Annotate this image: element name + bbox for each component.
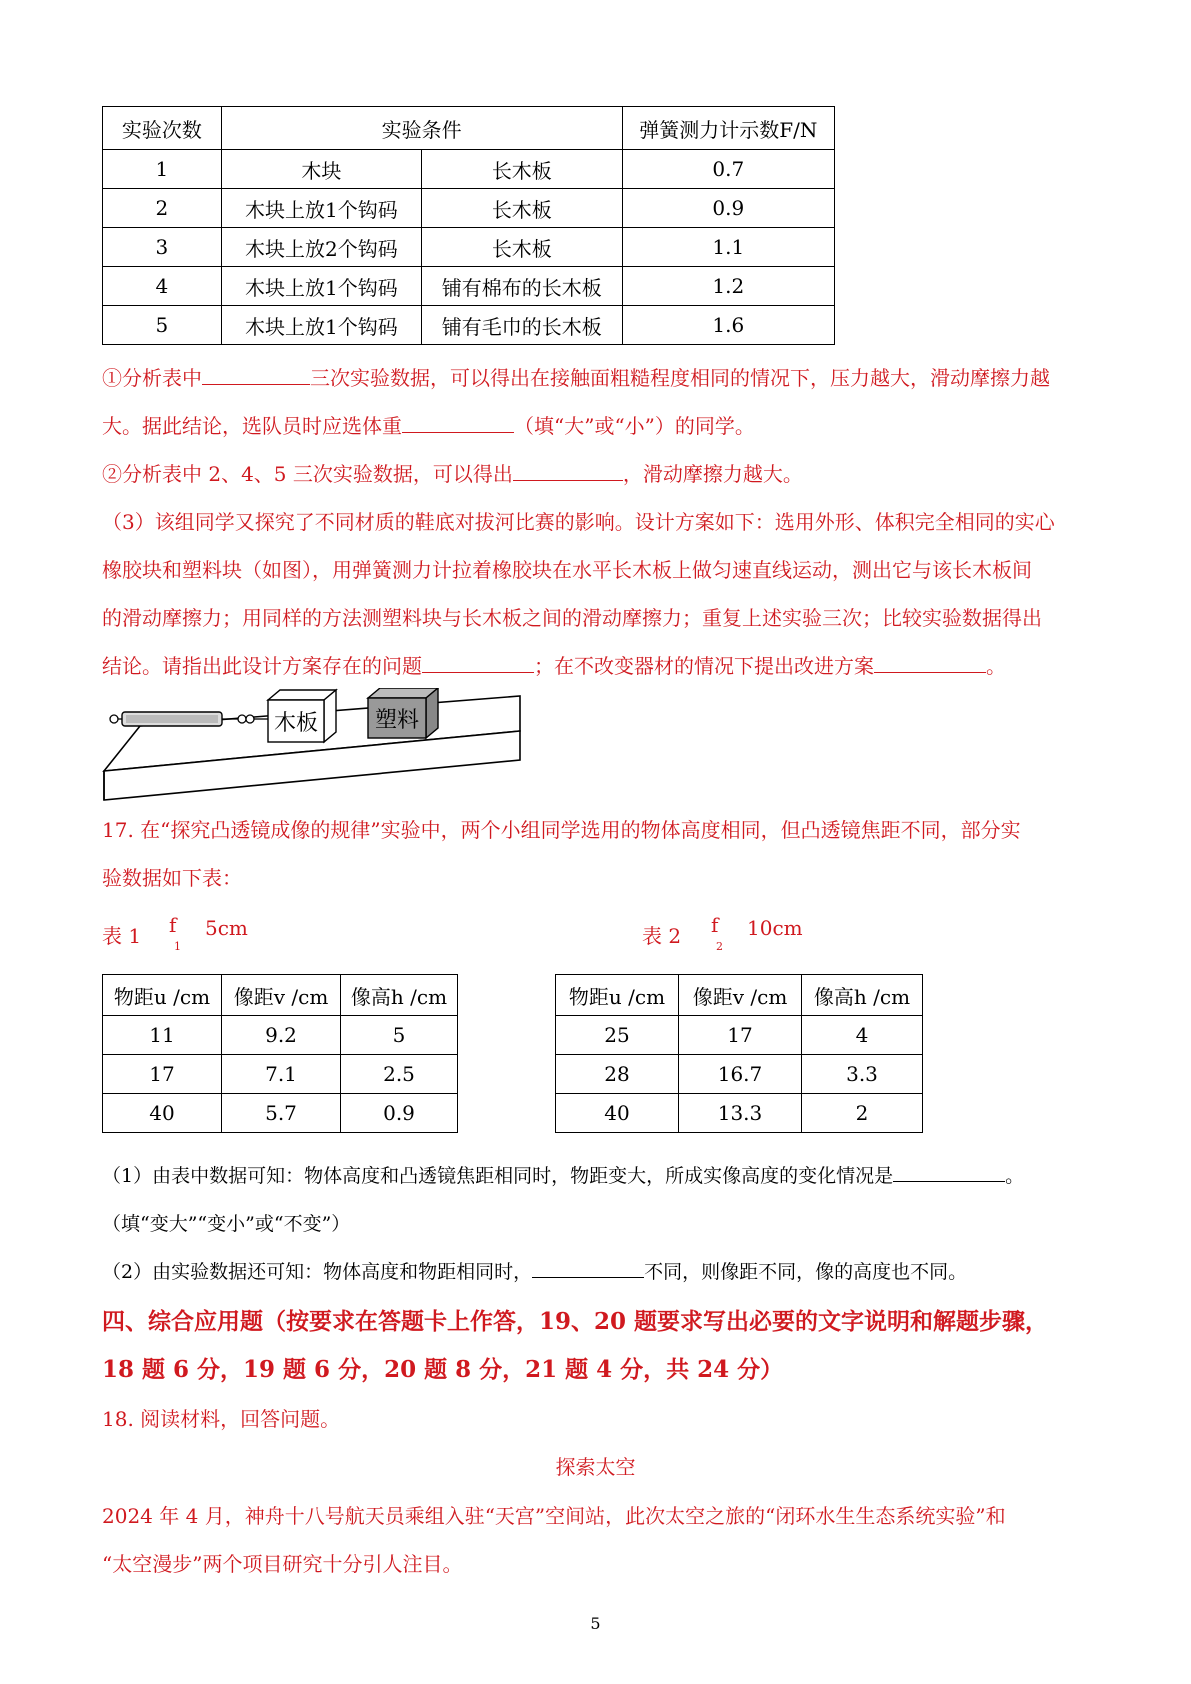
table-cell: 长木板 bbox=[422, 228, 622, 267]
header-cell: 实验次数 bbox=[103, 107, 222, 150]
table-row bbox=[103, 1016, 458, 1055]
table-cell: 3 bbox=[103, 228, 222, 267]
table-row bbox=[556, 1094, 923, 1133]
table-row bbox=[103, 189, 835, 228]
table-header-row bbox=[103, 107, 835, 150]
table-cell: 17 bbox=[103, 1055, 222, 1094]
table-cell: 5 bbox=[341, 1016, 458, 1055]
table-cell: 1.6 bbox=[622, 306, 834, 345]
table-row bbox=[103, 267, 835, 306]
table-cell: 木块上放2个钩码 bbox=[221, 228, 421, 267]
table-cell: 铺有棉布的长木板 bbox=[422, 267, 622, 306]
friction-experiment-figure bbox=[100, 688, 530, 808]
table-cell: 2.5 bbox=[341, 1055, 458, 1094]
focal-length-subscript: 2 bbox=[716, 940, 723, 953]
answer-blank bbox=[874, 670, 986, 673]
table-cell: 11 bbox=[103, 1016, 222, 1055]
table-cell: 1.1 bbox=[622, 228, 834, 267]
passage-line-1: 2024 年 4 月，神舟十八号航天员乘组入驻“天宫”空间站，此次太空之旅的“闭环水生生态系统实验”和 bbox=[102, 1504, 1006, 1528]
lens-table-2 bbox=[555, 974, 923, 1133]
block-1 bbox=[268, 690, 336, 742]
header-cell: 物距u /cm bbox=[556, 975, 679, 1016]
q16-p3-line-4: 结论。请指出此设计方案存在的问题 ；在不改变器材的情况下提出改进方案 。 bbox=[102, 654, 1006, 678]
focal-length-value: 5cm bbox=[205, 916, 248, 940]
header-cell: 像距v /cm bbox=[679, 975, 802, 1016]
table-row bbox=[103, 1094, 458, 1133]
answer-blank bbox=[422, 670, 534, 673]
q17-answer-2: （2）由实验数据还可知：物体高度和物距相同时， 不同，则像距不同，像的高度也不同。 bbox=[102, 1261, 968, 1283]
table-cell: 7.1 bbox=[222, 1055, 341, 1094]
table-cell: 25 bbox=[556, 1016, 679, 1055]
header-cell: 像高h /cm bbox=[341, 975, 458, 1016]
q16-p3-line-3: 的滑动摩擦力；用同样的方法测塑料块与长木板之间的滑动摩擦力；重复上述实验三次；比较实验数据得出 bbox=[102, 606, 1042, 630]
focal-length-symbol: f bbox=[711, 913, 719, 937]
table-cell: 木块 bbox=[221, 150, 421, 189]
section-4-heading-cont: 18 题 6 分，19 题 6 分，20 题 8 分，21 题 4 分，共 24 分） bbox=[102, 1356, 784, 1383]
table-cell: 5 bbox=[103, 306, 222, 345]
svg-text:塑料: 塑料 bbox=[374, 708, 420, 733]
table-row bbox=[103, 228, 835, 267]
q18-stem: 18. 阅读材料，回答问题。 bbox=[102, 1407, 341, 1431]
header-cell: 物距u /cm bbox=[103, 975, 222, 1016]
header-cell: 实验条件 bbox=[221, 107, 622, 150]
table-header-row bbox=[103, 975, 458, 1016]
table-row bbox=[556, 1016, 923, 1055]
table-cell: 长木板 bbox=[422, 189, 622, 228]
table-cell: 2 bbox=[103, 189, 222, 228]
table-cell: 28 bbox=[556, 1055, 679, 1094]
table-cell: 1.2 bbox=[622, 267, 834, 306]
header-cell: 像距v /cm bbox=[222, 975, 341, 1016]
svg-text:木板: 木板 bbox=[273, 711, 319, 736]
table-cell: 0.9 bbox=[341, 1094, 458, 1133]
table-1-label: 表 1 bbox=[102, 924, 142, 948]
table-cell: 4 bbox=[103, 267, 222, 306]
focal-length-symbol: f bbox=[169, 913, 177, 937]
q17-answer-1-hint: （填“变大”“变小”或“不变”） bbox=[102, 1213, 351, 1235]
q16-p3-line-1: （3）该组同学又探究了不同材质的鞋底对拔河比赛的影响。设计方案如下：选用外形、体积完全相同的实心 bbox=[102, 510, 1055, 534]
table-row bbox=[103, 1055, 458, 1094]
table-cell: 16.7 bbox=[679, 1055, 802, 1094]
answer-blank bbox=[513, 478, 623, 481]
table-row bbox=[103, 150, 835, 189]
table-cell: 13.3 bbox=[679, 1094, 802, 1133]
focal-length-subscript: 1 bbox=[174, 940, 181, 953]
table-cell: 0.7 bbox=[622, 150, 834, 189]
table-2-label: 表 2 bbox=[642, 924, 682, 948]
passage-line-2: “太空漫步”两个项目研究十分引人注目。 bbox=[102, 1552, 463, 1576]
table-cell: 木块上放1个钩码 bbox=[221, 267, 421, 306]
table-cell: 长木板 bbox=[422, 150, 622, 189]
answer-blank bbox=[202, 382, 310, 385]
table-cell: 1 bbox=[103, 150, 222, 189]
table-cell: 木块上放1个钩码 bbox=[221, 189, 421, 228]
table-cell: 9.2 bbox=[222, 1016, 341, 1055]
answer-blank bbox=[402, 430, 514, 433]
table-header-row bbox=[556, 975, 923, 1016]
friction-data-table bbox=[102, 106, 835, 345]
table-row bbox=[556, 1055, 923, 1094]
block-2 bbox=[368, 688, 438, 738]
q17-line-1: 17. 在“探究凸透镜成像的规律”实验中，两个小组同学选用的物体高度相同，但凸透镜焦距不同，部分实 bbox=[102, 818, 1021, 842]
table-cell: 3.3 bbox=[802, 1055, 923, 1094]
table-cell: 40 bbox=[103, 1094, 222, 1133]
q17-line-2: 验数据如下表： bbox=[102, 866, 242, 890]
answer-blank bbox=[893, 1179, 1005, 1182]
q16-p3-line-2: 橡胶块和塑料块（如图），用弹簧测力计拉着橡胶块在水平长木板上做匀速直线运动，测出它与该长木板间 bbox=[102, 558, 1032, 582]
table-cell: 铺有毛巾的长木板 bbox=[422, 306, 622, 345]
table-cell: 2 bbox=[802, 1094, 923, 1133]
table-cell: 0.9 bbox=[622, 189, 834, 228]
passage-title: 探索太空 bbox=[555, 1455, 636, 1479]
table-cell: 17 bbox=[679, 1016, 802, 1055]
table-cell: 5.7 bbox=[222, 1094, 341, 1133]
q16-line-1: ①分析表中 三次实验数据，可以得出在接触面粗糙程度相同的情况下，压力越大，滑动摩擦力越 bbox=[102, 366, 1050, 390]
page-number: 5 bbox=[590, 1614, 601, 1633]
lens-table-1 bbox=[102, 974, 458, 1133]
table-cell: 40 bbox=[556, 1094, 679, 1133]
header-cell: 弹簧测力计示数F/N bbox=[622, 107, 834, 150]
q16-line-3: ②分析表中 2、4、5 三次实验数据，可以得出 ，滑动摩擦力越大。 bbox=[102, 462, 803, 486]
q16-line-2: 大。据此结论，选队员时应选体重 （填“大”或“小”）的同学。 bbox=[102, 414, 755, 438]
answer-blank bbox=[532, 1275, 644, 1278]
header-cell: 像高h /cm bbox=[802, 975, 923, 1016]
focal-length-value: 10cm bbox=[747, 916, 803, 940]
q17-answer-1: （1）由表中数据可知：物体高度和凸透镜焦距相同时，物距变大，所成实像高度的变化情况是 。 bbox=[102, 1165, 1025, 1187]
section-4-heading: 四、综合应用题（按要求在答题卡上作答，19、20 题要求写出必要的文字说明和解题步骤， bbox=[102, 1308, 1049, 1335]
table-row bbox=[103, 306, 835, 345]
table-cell: 4 bbox=[802, 1016, 923, 1055]
table-cell: 木块上放1个钩码 bbox=[221, 306, 421, 345]
